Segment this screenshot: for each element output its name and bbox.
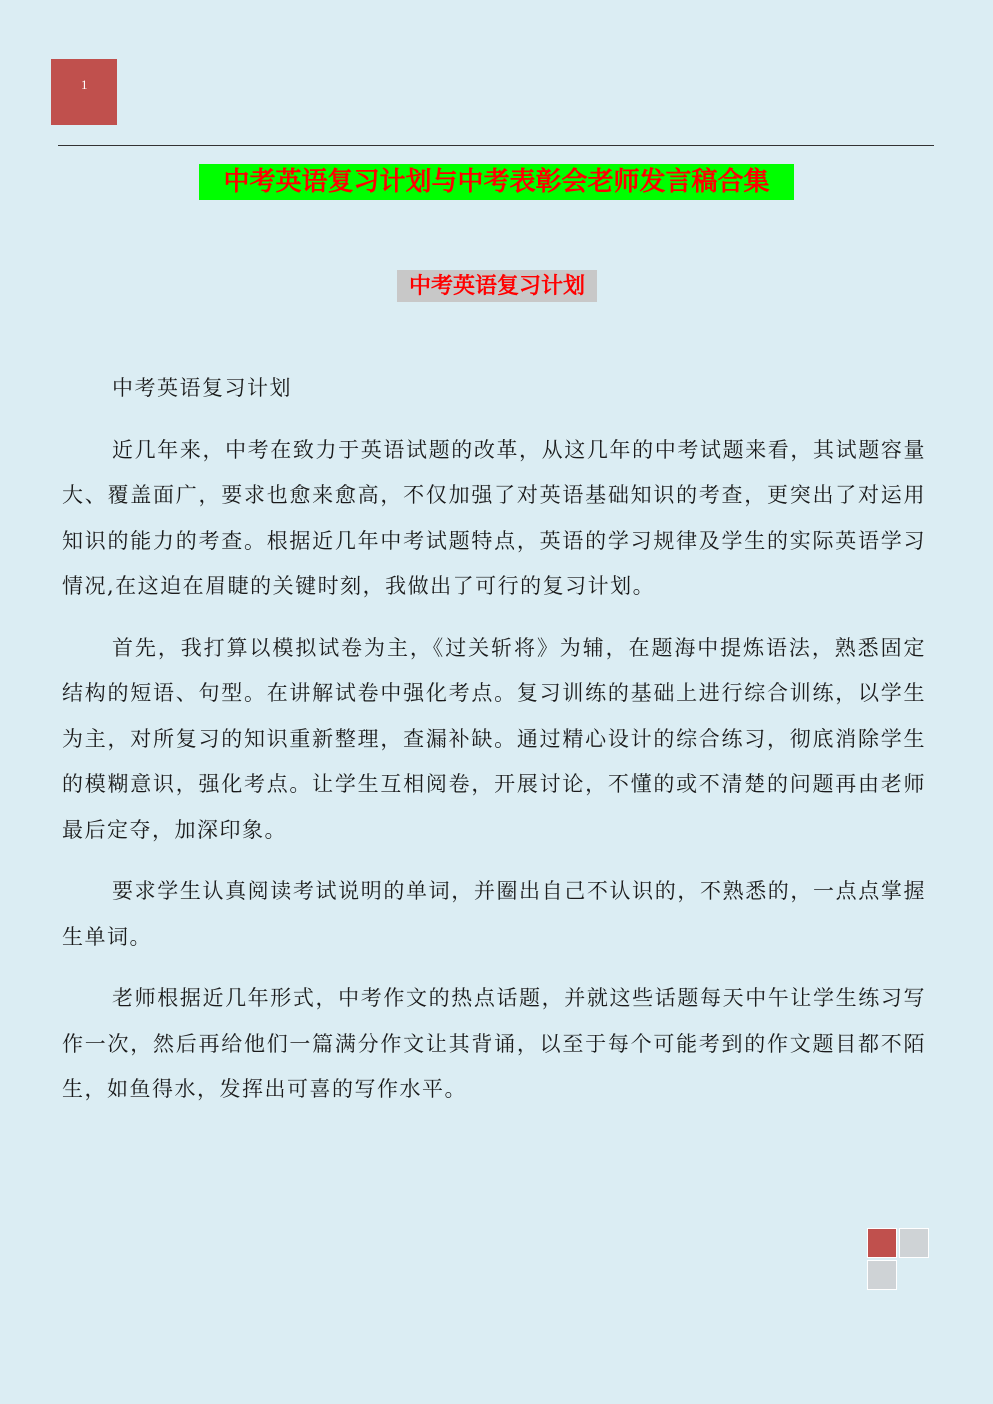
header-divider [58,145,934,146]
document-title: 中考英语复习计划与中考表彰会老师发言稿合集 [199,164,794,200]
decorative-square-gray [899,1228,929,1258]
body-paragraph-heading: 中考英语复习计划 [112,376,292,400]
section-title: 中考英语复习计划 [397,270,597,302]
body-paragraph: 近几年来，中考在致力于英语试题的改革，从这几年的中考试题来看，其试题容量大、覆盖面广，要求也愈来愈高，不仅加强了对英语基础知识的考查，更突出了对运用知识的能力的考查。根据近几年中考试题特点，英语的学习规律及学生的实际英语学习情况,在这迫在眉睫的关键时刻，我做出了可行的复习计划。 [62,437,926,598]
body-paragraph: 要求学生认真阅读考试说明的单词，并圈出自己不认识的，不熟悉的，一点点掌握生单词。 [62,879,926,949]
document-body [62,366,926,1129]
body-paragraph: 首先，我打算以模拟试卷为主，《过关斩将》为辅，在题海中提炼语法，熟悉固定结构的短语、句型。在讲解试卷中强化考点。复习训练的基础上进行综合训练，以学生为主，对所复习的知识重新整理，查漏补缺。通过精心设计的综合练习，彻底消除学生的模糊意识，强化考点。让学生互相阅卷，开展讨论，不懂的或不清楚的问题再由老师最后定夺，加深印象。 [62,635,926,842]
body-paragraph: 老师根据近几年形式，中考作文的热点话题，并就这些话题每天中午让学生练习写作一次，然后再给他们一篇满分作文让其背诵，以至于每个可能考到的作文题目都不陌生，如鱼得水，发挥出可喜的写作水平。 [62,986,926,1101]
page-number-badge [51,59,117,125]
decorative-square-gray [867,1260,897,1290]
decorative-square-red [867,1228,897,1258]
page-number: 1 [81,77,88,92]
decorative-squares [867,1228,933,1292]
